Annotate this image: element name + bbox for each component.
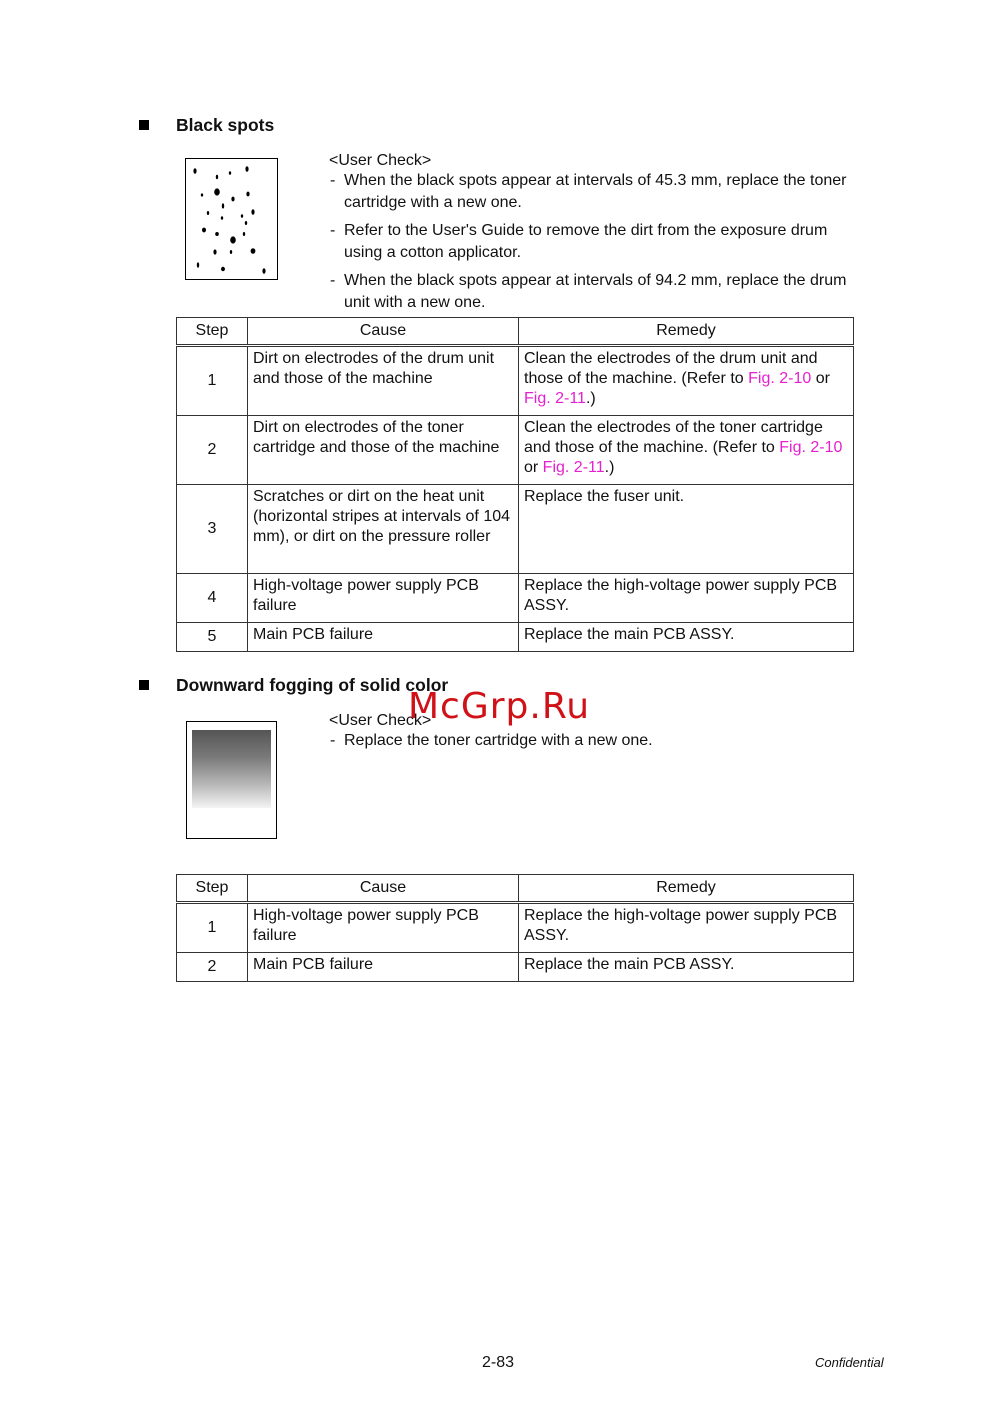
figure-link[interactable]: Fig. 2-11 [524,390,586,407]
page-number: 2-83 [482,1354,515,1371]
black-spots-illustration [186,159,276,278]
remedy-cell: Replace the high-voltage power supply PCB ASSY. [519,903,854,953]
table-row [177,623,854,652]
header-remedy: Remedy [519,318,854,346]
dash-marker: - [330,272,336,289]
remedy-cell: Replace the high-voltage power supply PCB ASSY. [519,574,854,623]
header-step: Step [177,875,248,903]
troubleshooting-table-black-spots [176,317,854,652]
cause-cell: Dirt on electrodes of the toner cartridge and those of the machine [248,416,519,485]
table-row [177,574,854,623]
section-bullet [139,680,149,690]
section-heading-downward-fogging: Downward fogging of solid color [176,675,449,695]
black-spots-sample-image [185,158,278,280]
remedy-cell: Clean the electrodes of the toner cartridge and those of the machine. (Refer to Fig. 2-10 or Fig. 2-11.) [519,416,854,485]
step-cell: 2 [177,953,248,982]
user-check-label: <User Check> [329,712,432,729]
fogging-sample-image [186,721,277,839]
watermark: McGrp.Ru [408,686,591,727]
dash-marker: - [330,222,336,239]
user-check-label: <User Check> [329,152,432,169]
table-row [177,485,854,574]
step-cell: 5 [177,623,248,652]
section-bullet [139,120,149,130]
dash-marker: - [330,172,336,189]
figure-link[interactable]: Fig. 2-10 [748,370,812,387]
user-check-item: - When the black spots appear at intervals of 94.2 mm, replace the drum unit with a new one. [330,272,847,311]
remedy-cell: Replace the main PCB ASSY. [519,953,854,982]
header-cause: Cause [248,318,519,346]
troubleshooting-table-downward-fogging [176,874,854,982]
cause-cell: Main PCB failure [248,953,519,982]
table-header-row [177,318,854,346]
table-row [177,416,854,485]
header-step: Step [177,318,248,346]
header-cause: Cause [248,875,519,903]
user-check-item: - Replace the toner cartridge with a new one. [330,730,850,752]
cause-cell: Dirt on electrodes of the drum unit and those of the machine [248,346,519,416]
table-row [177,903,854,953]
user-check-item: - Refer to the User's Guide to remove the dirt from the exposure drum using a cotton applicator. [330,222,828,261]
fogging-gradient [192,730,271,808]
user-check-item: - When the black spots appear at intervals of 45.3 mm, replace the toner cartridge with a new one. [330,172,847,211]
table-header-row [177,875,854,903]
step-cell: 3 [177,485,248,574]
table-row [177,953,854,982]
cause-cell: Scratches or dirt on the heat unit (horizontal stripes at intervals of 104 mm), or dirt on the pressure roller [248,485,519,574]
step-cell: 1 [177,346,248,416]
cause-cell: High-voltage power supply PCB failure [248,903,519,953]
dash-marker: - [330,732,336,749]
table-row [177,346,854,416]
cause-cell: Main PCB failure [248,623,519,652]
figure-link[interactable]: Fig. 2-11 [542,459,605,476]
cause-cell: High-voltage power supply PCB failure [248,574,519,623]
step-cell: 1 [177,903,248,953]
step-cell: 2 [177,416,248,485]
confidential-label: Confidential [815,1355,884,1370]
remedy-cell: Clean the electrodes of the drum unit and those of the machine. (Refer to Fig. 2-10 or Fig. 2-11.) [519,346,854,416]
header-remedy: Remedy [519,875,854,903]
section-heading-black-spots: Black spots [176,115,275,135]
step-cell: 4 [177,574,248,623]
remedy-cell: Replace the main PCB ASSY. [519,623,854,652]
figure-link[interactable]: Fig. 2-10 [779,439,843,456]
remedy-cell: Replace the fuser unit. [519,485,854,574]
